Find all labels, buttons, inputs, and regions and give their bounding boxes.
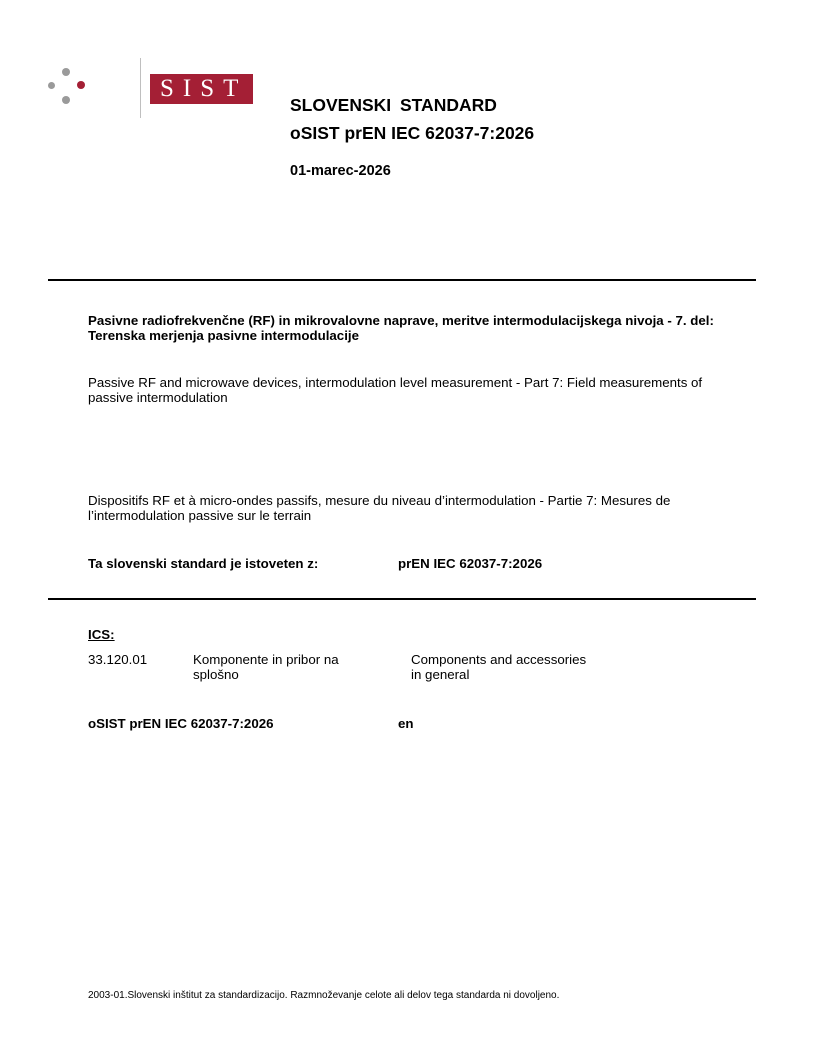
sist-logo	[48, 60, 248, 120]
logo-dot-icon	[62, 96, 70, 104]
title-english: Passive RF and microwave devices, intermodulation level measurement - Part 7: Field measurements of passive intermodulation	[88, 375, 703, 405]
document-language: en	[398, 716, 414, 731]
middle-divider	[48, 598, 756, 600]
identity-label: Ta slovenski standard je istoveten z:	[88, 556, 319, 571]
standard-type-heading: SLOVENSKI STANDARD	[290, 95, 497, 115]
top-divider	[48, 279, 756, 281]
standard-number-heading: oSIST prEN IEC 62037-7:2026	[290, 123, 535, 143]
identity-value: prEN IEC 62037-7:2026	[398, 556, 543, 571]
ics-code: 33.120.01	[88, 652, 148, 667]
ics-description-en: Components and accessories in general	[411, 652, 587, 682]
copyright-footer: 2003-01.Slovenski inštitut za standardizacijo. Razmnoževanje celote ali delov tega standarda ni dovoljeno.	[88, 990, 560, 1001]
logo-wordmark: SIST	[150, 74, 253, 104]
publication-date: 01-marec-2026	[290, 163, 391, 179]
title-slovenian: Pasivne radiofrekvenčne (RF) in mikrovalovne naprave, meritve intermodulacijskega nivoja - 7. del: Terenska merjenja pasivne intermodulacije	[88, 313, 714, 343]
logo-dot-accent-icon	[77, 81, 85, 89]
logo-divider	[140, 58, 141, 118]
ics-description-sl: Komponente in pribor na splošno	[193, 652, 339, 682]
document-number: oSIST prEN IEC 62037-7:2026	[88, 716, 274, 731]
ics-label: ICS:	[88, 627, 115, 642]
logo-dot-icon	[48, 82, 55, 89]
title-french: Dispositifs RF et à micro-ondes passifs, mesure du niveau d’intermodulation - Partie 7: Mesures de l’intermodulation passive sur le terrain	[88, 493, 671, 523]
logo-dot-icon	[62, 68, 70, 76]
